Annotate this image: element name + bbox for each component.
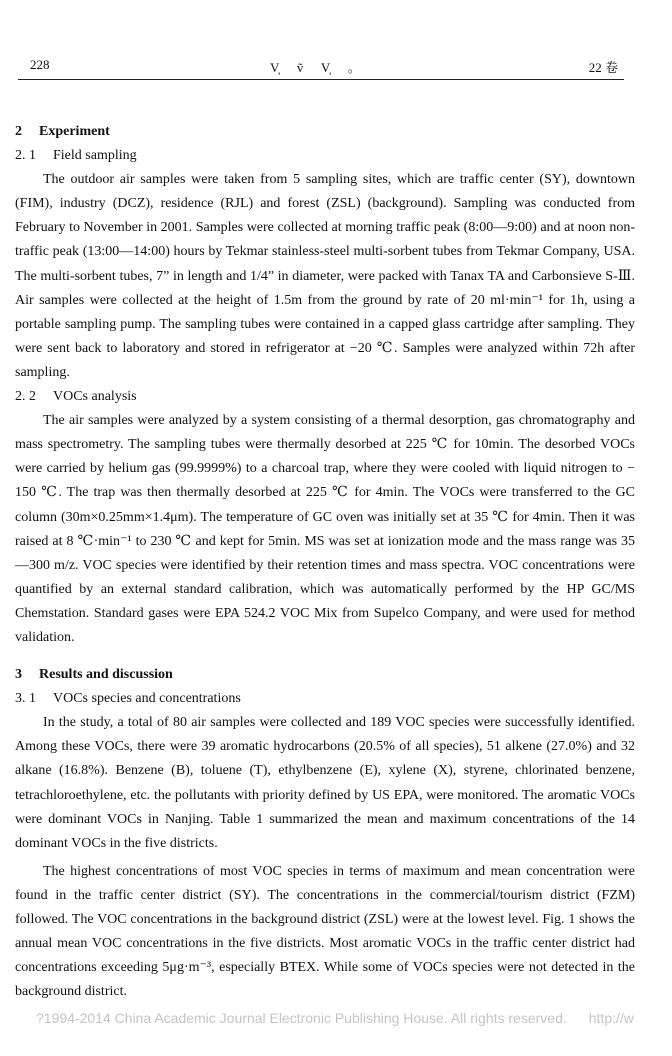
copyright-text: ?1994-2014 China Academic Journal Electronic Publishing House. All rights reserved. — [36, 1010, 567, 1026]
paragraph-species-1: In the study, a total of 80 air samples were collected and 189 VOC species were successfully identified. Among these VOCs, there were 39 aromatic hydrocarbons (20.5% of all species), 51 alkene (27.0%) and 32 alkane (16.8%). Benzene (B), toluene (T), ethylbenzene (E), xylene (X), styrene, chlorinated benzene, tetrachloroethylene, etc. the pollutants with priority defined by US EPA, were monitored. The aromatic VOCs were dominant VOCs in Nanjing. Table 1 summarized the mean and maximum concentrations of the 14 dominant VOCs in the five districts. — [15, 715, 635, 851]
journal-title: V̦ ṽ V̦ 。 — [270, 60, 363, 75]
section-heading-experiment: 2 Experiment — [15, 124, 110, 139]
paragraph-species-2: The highest concentrations of most VOC species in terms of maximum and mean concentration were found in the traffic center district (SY). The concentrations in the commercial/tourism district (FZM) followed. The VOC concentrations in the background district (ZSL) were at the lowest level. Fig. 1 shows the annual mean VOC concentrations in the five districts. Most aromatic VOCs in the traffic center district had concentrations exceeding 5μg·m⁻³, especially BTEX. While some of VOCs species were not detected in the background district. — [15, 863, 635, 1000]
running-header — [18, 55, 624, 80]
subsection-heading-species: 3. 1 VOCs species and concentrations — [15, 691, 241, 707]
subsection-heading-field-sampling: 2. 1 Field sampling — [15, 148, 137, 164]
article-body — [15, 120, 635, 1004]
footer-url: http://w — [588, 1010, 634, 1026]
section-heading-results: 3 Results and discussion — [15, 667, 173, 683]
paragraph-field-sampling: The outdoor air samples were taken from 5 sampling sites, which are traffic center (SY), downtown (FIM), industry (DCZ), residence (RJL) and forest (ZSL) (background). Sampling was conducted from February to November in 2001. Samples were collected at morning traffic peak (8:00—9:00) and at noon non-traffic peak (13:00—14:00) hours by Tekmar stainless-steel multi-sorbent tubes from Tekmar Company, USA. The multi-sorbent tubes, 7” in length and 1/4” in diameter, were packed with Tanax TA and Carbonsieve S-Ⅲ. Air samples were collected at the height of 1.5m from the ground by rate of 20 ml·min⁻¹ for 1h, using a portable sampling pump. The sampling tubes were contained in a capped glass cartridge after sampling. They were sent back to laboratory and stored in refrigerator at −20 ℃. Samples were analyzed within 72h after sampling. — [15, 172, 635, 380]
copyright-watermark — [36, 1010, 672, 1026]
volume-label: 22 卷 — [588, 60, 618, 75]
subsection-heading-vocs-analysis: 2. 2 VOCs analysis — [15, 389, 137, 405]
page-number: 228 — [30, 57, 50, 72]
paragraph-vocs-analysis: The air samples were analyzed by a system consisting of a thermal desorption, gas chromatography and mass spectrometry. The sampling tubes were thermally desorbed at 225 ℃ for 10min. The desorbed VOCs were carried by helium gas (99.9999%) to a charcoal trap, where they were cooled with liquid nitrogen to − 150 ℃. The trap was then thermally desorbed at 225 ℃ for 4min. The VOCs were transferred to the GC column (30m×0.25mm×1.4μm). The temperature of GC oven was initially set at 35 ℃ for 4min. Then it was raised at 8 ℃·min⁻¹ to 230 ℃ and kept for 5min. MS was set at ionization mode and the mass range was 35—300 m/z. VOC species were identified by their retention times and mass spectra. VOC concentrations were quantified by an external standard calibration, which was automatically performed by the HP GC/MS Chemstation. Standard gases were EPA 524.2 VOC Mix from Supelco Company, and were used for method validation. — [15, 413, 635, 645]
